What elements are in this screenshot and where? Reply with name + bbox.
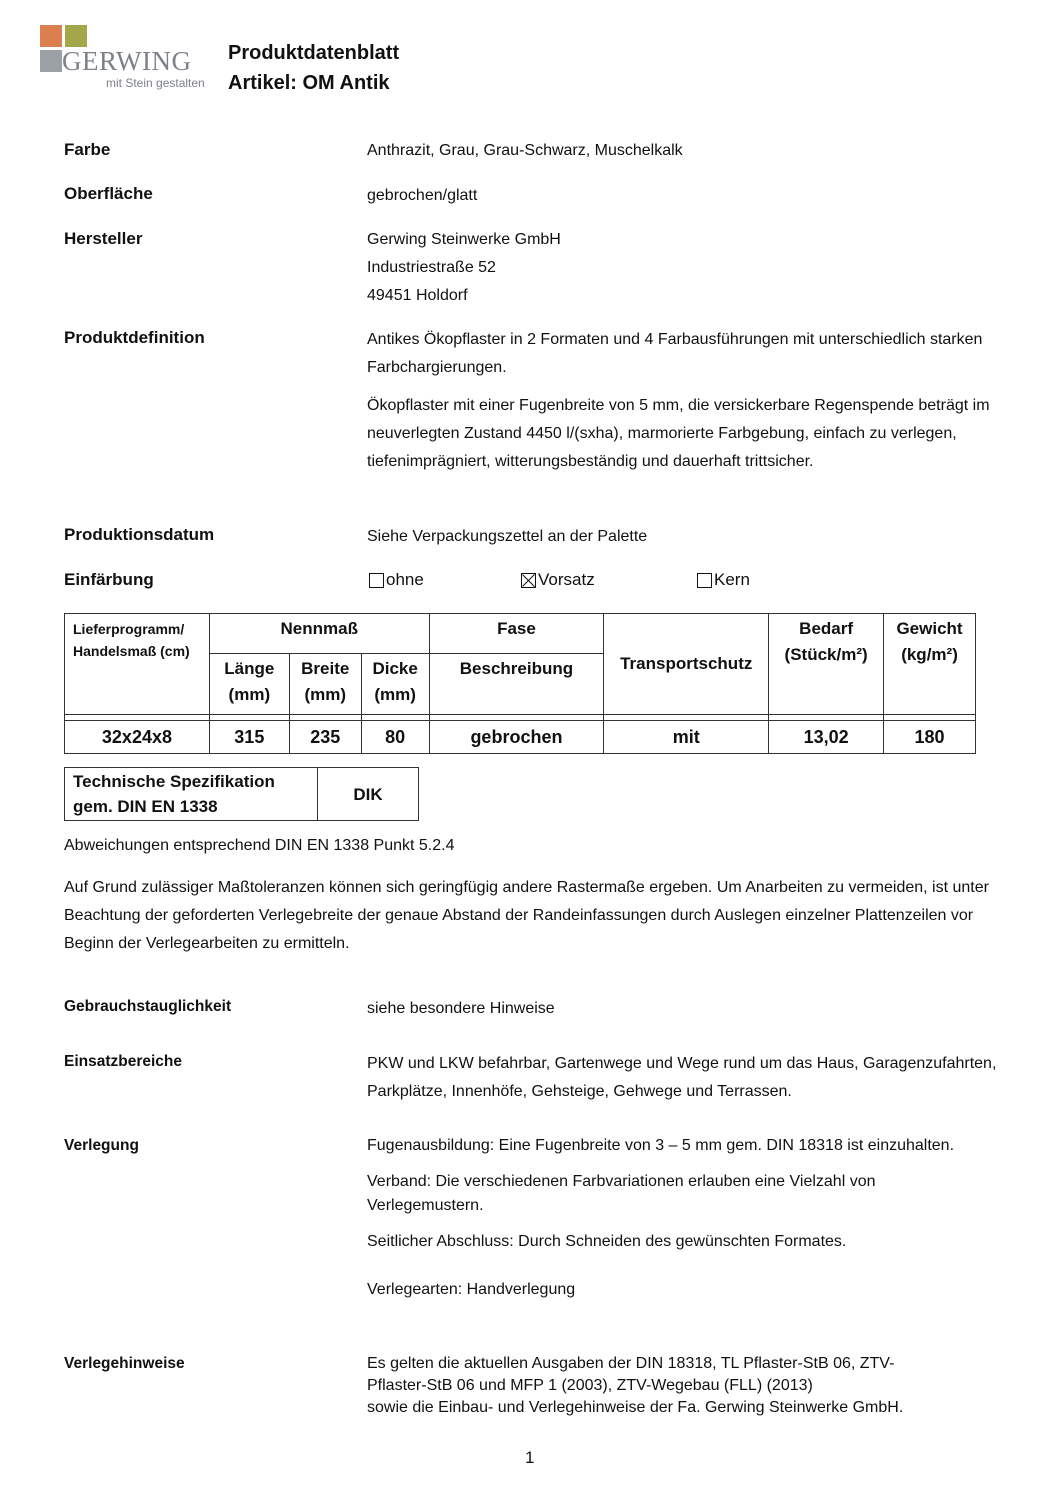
option-label: Vorsatz bbox=[538, 570, 595, 589]
verlegehinweise-line: sowie die Einbau- und Verlegehinweise der Fa. Gerwing Steinwerke GmbH. bbox=[367, 1399, 904, 1416]
hersteller-label: Hersteller bbox=[64, 229, 143, 248]
produktdefinition-paragraph: Antikes Ökopflaster in 2 Formaten und 4 Farbausführungen mit unterschiedlich starken Farbchargierungen. bbox=[367, 331, 983, 376]
farbe-label: Farbe bbox=[64, 140, 111, 159]
lieferprogramm-table bbox=[64, 613, 976, 754]
produktdefinition-paragraph: Ökopflaster mit einer Fugenbreite von 5 mm, die versickerbare Regenspende beträgt im neuverlegten Zustand 4450 l/(sxha), marmorierte Farbgebung, einfach zu verlegen, tiefenimprägniert, witterungsbeständig und dauerhaft trittsicher. bbox=[367, 397, 990, 470]
header-laenge: Länge (mm) bbox=[209, 654, 289, 715]
verlegehinweise-line: Es gelten die aktuellen Ausgaben der DIN 18318, TL Pflaster-StB 06, ZTV- bbox=[367, 1355, 895, 1372]
option-label: ohne bbox=[386, 570, 424, 589]
produktionsdatum-value: Siehe Verpackungszettel an der Palette bbox=[367, 528, 648, 545]
einfaerbung-label: Einfärbung bbox=[64, 570, 154, 589]
toleranzen-note: Auf Grund zulässiger Maßtoleranzen können sich geringfügig andere Rastermaße ergeben. Um Anarbeiten zu vermeiden, ist unter Beachtung der geforderten Verlegebreite der genaue Abstand der Randeinfassungen durch Auslegen einzelner Plattenzeilen vor Beginn der Verlegearbeiten zu ermitteln. bbox=[64, 879, 989, 952]
header-lieferprogramm: Lieferprogramm/ Handelsmaß (cm) bbox=[65, 614, 210, 715]
document-title: Produktdatenblatt bbox=[228, 42, 400, 64]
verlegehinweise-value bbox=[367, 1353, 903, 1419]
article-title: Artikel: OM Antik bbox=[228, 72, 390, 94]
option-label: Kern bbox=[714, 570, 750, 589]
header-breite: Breite (mm) bbox=[289, 654, 361, 715]
cell-bedarf: 13,02 bbox=[769, 721, 884, 754]
page-number: 1 bbox=[525, 1448, 535, 1467]
verlegung-paragraph: Seitlicher Abschluss: Durch Schneiden des gewünschten Formates. bbox=[367, 1233, 847, 1250]
produktdefinition-label: Produktdefinition bbox=[64, 328, 205, 347]
cell-gewicht: 180 bbox=[884, 721, 976, 754]
hersteller-line: 49451 Holdorf bbox=[367, 287, 468, 304]
header-transportschutz: Transportschutz bbox=[604, 614, 769, 715]
gebrauch-value: siehe besondere Hinweise bbox=[367, 1000, 555, 1017]
header-dicke: Dicke (mm) bbox=[361, 654, 429, 715]
verlegehinweise-label: Verlegehinweise bbox=[64, 1355, 185, 1372]
checkbox-unchecked-icon[interactable] bbox=[697, 573, 712, 588]
gebrauch-label: Gebrauchstauglichkeit bbox=[64, 998, 232, 1015]
header-gewicht: Gewicht (kg/m²) bbox=[884, 614, 976, 715]
logo-square-olive bbox=[65, 25, 87, 47]
einsatz-value: PKW und LKW befahrbar, Gartenwege und Wege rund um das Haus, Garagenzufahrten, Parkplätze, Innenhöfe, Gehsteige, Gehwege und Terrassen. bbox=[367, 1055, 997, 1100]
cell-dicke: 80 bbox=[361, 721, 429, 754]
einfaerbung-option-vorsatz[interactable] bbox=[521, 570, 595, 590]
einfaerbung-option-ohne[interactable] bbox=[369, 570, 424, 590]
spec-value: DIK bbox=[318, 768, 419, 821]
verlegung-paragraph: Verband: Die verschiedenen Farbvariationen erlauben eine Vielzahl von Verlegemustern. bbox=[367, 1173, 876, 1214]
einsatz-label: Einsatzbereiche bbox=[64, 1053, 183, 1070]
logo-square-gray bbox=[40, 50, 62, 72]
verlegung-label: Verlegung bbox=[64, 1137, 139, 1154]
einfaerbung-option-kern[interactable] bbox=[697, 570, 750, 590]
oberflaeche-value: gebrochen/glatt bbox=[367, 187, 478, 204]
cell-format: 32x24x8 bbox=[65, 721, 210, 754]
logo-wordmark: GERWING bbox=[62, 46, 192, 76]
cell-beschreibung: gebrochen bbox=[429, 721, 604, 754]
cell-laenge: 315 bbox=[209, 721, 289, 754]
header-bedarf: Bedarf (Stück/m²) bbox=[769, 614, 884, 715]
hersteller-value bbox=[367, 226, 561, 310]
oberflaeche-label: Oberfläche bbox=[64, 184, 153, 203]
verlegung-paragraph: Verlegearten: Handverlegung bbox=[367, 1281, 576, 1298]
cell-breite: 235 bbox=[289, 721, 361, 754]
logo-square-orange bbox=[40, 25, 62, 47]
farbe-value: Anthrazit, Grau, Grau-Schwarz, Muschelkalk bbox=[367, 142, 683, 159]
hersteller-line: Gerwing Steinwerke GmbH bbox=[367, 231, 561, 248]
verlegehinweise-line: Pflaster-StB 06 und MFP 1 (2003), ZTV-Wegebau (FLL) (2013) bbox=[367, 1377, 813, 1394]
hersteller-line: Industriestraße 52 bbox=[367, 259, 496, 276]
verlegung-value bbox=[367, 1134, 967, 1312]
logo-tagline: mit Stein gestalten bbox=[106, 76, 205, 90]
produktdefinition-value bbox=[367, 326, 997, 486]
header-nennmass: Nennmaß bbox=[209, 614, 429, 654]
produktionsdatum-label: Produktionsdatum bbox=[64, 525, 215, 544]
table-row bbox=[65, 721, 976, 754]
spec-label: Technische Spezifikation gem. DIN EN 1338 bbox=[65, 768, 318, 821]
abweichungen-note: Abweichungen entsprechend DIN EN 1338 Punkt 5.2.4 bbox=[64, 837, 455, 854]
header-fase: Fase bbox=[429, 614, 604, 654]
checkbox-unchecked-icon[interactable] bbox=[369, 573, 384, 588]
verlegung-paragraph: Fugenausbildung: Eine Fugenbreite von 3 – 5 mm gem. DIN 18318 ist einzuhalten. bbox=[367, 1137, 955, 1154]
checkbox-checked-icon[interactable] bbox=[521, 573, 536, 588]
cell-transportschutz: mit bbox=[604, 721, 769, 754]
header-beschreibung: Beschreibung bbox=[429, 654, 604, 715]
spec-table bbox=[64, 767, 419, 821]
table-header-row bbox=[65, 614, 976, 654]
